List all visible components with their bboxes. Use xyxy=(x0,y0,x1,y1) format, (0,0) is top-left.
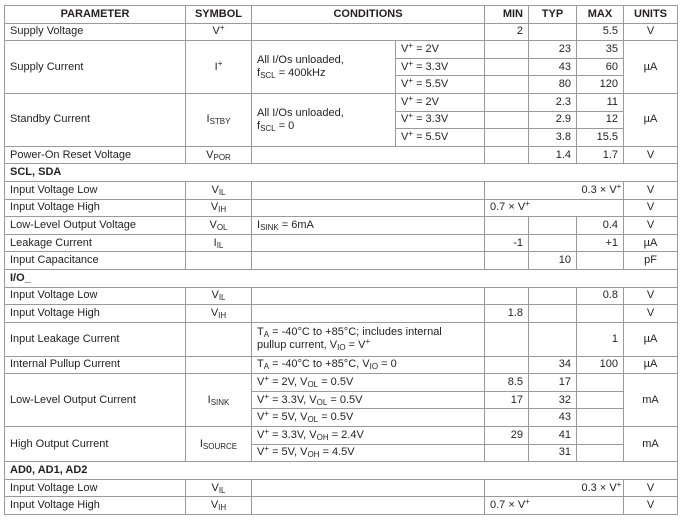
table-row: Low-Level Output Voltage $V_{OL}$ $I_{SINK} = 6mA$ 0.4 V xyxy=(5,217,678,235)
max-cell: 5.5 xyxy=(577,23,624,41)
unit-cell: µA xyxy=(624,41,678,94)
header-parameter: PARAMETER xyxy=(5,6,186,24)
table-row: Standby Current $I_{STBY}$ All I/Os unloaded, $f_{SCL} = 0$ V+ = 2V 2.3 11 µA xyxy=(5,93,678,111)
condition-cell: $T_A = -40^\circ C$ to +85°C; includes internal pullup current, $V_{IO} = V^+$ xyxy=(252,322,485,356)
table-row: V+ = 5V, $V_{OH} = 4.5V$ 31 xyxy=(5,444,678,462)
param-cell: Power-On Reset Voltage xyxy=(5,146,186,164)
symbol-cell: $V_{OL}$ xyxy=(186,217,252,235)
condition-cell: $I_{SINK} = 6mA$ xyxy=(252,217,485,235)
table-row: Input Voltage Low $V_{IL}$ 0.3 × V+ V xyxy=(5,479,678,497)
header-row xyxy=(5,6,678,24)
table-row: V+ = 5.5V 3.8 15.5 xyxy=(5,129,678,147)
table-row: Input Voltage High $V_{IH}$ 0.7 × V+ V xyxy=(5,199,678,217)
header-conditions: CONDITIONS xyxy=(252,6,485,24)
table-row xyxy=(5,23,678,41)
symbol-cell: $V_{IL}$ xyxy=(186,287,252,305)
section-row xyxy=(5,164,678,182)
table-row: Input Voltage Low $V_{IL}$ 0.8 V xyxy=(5,287,678,305)
voltage-condition: V+ = 2V xyxy=(396,93,485,111)
section-title: I/O_ xyxy=(5,269,678,287)
table-row: High Output Current $I_{SOURCE}$ V+ = 3.3V, $V_{OH} = 2.4V$ 29 41 mA xyxy=(5,427,678,445)
param-cell: Standby Current xyxy=(5,93,186,146)
symbol-cell: $V_{IH}$ xyxy=(186,305,252,323)
voltage-condition: V+ = 5.5V xyxy=(396,129,485,147)
header-typ: TYP xyxy=(529,6,577,24)
condition-cell: All I/Os unloaded, $f_{SCL} = 0$ xyxy=(252,93,396,146)
table-row: V+ = 3.3V 2.9 12 xyxy=(5,111,678,129)
symbol-cell: $V_{IH}$ xyxy=(186,497,252,515)
symbol-cell: $I_{SOURCE}$ xyxy=(186,427,252,462)
symbol-cell: $I_{IL}$ xyxy=(186,234,252,252)
section-title: SCL, SDA xyxy=(5,164,678,182)
param-cell: Supply Current xyxy=(5,41,186,94)
table-row: Input Leakage Current $T_A = -40^\circ C$ to +85°C; includes internal pullup current, $V_{IO} = V^+$ 1 µA xyxy=(5,322,678,356)
table-row: Input Capacitance 10 pF xyxy=(5,252,678,270)
voltage-condition: V+ = 3.3V xyxy=(396,58,485,76)
section-row xyxy=(5,269,678,287)
table-row: Input Voltage High $V_{IH}$ 0.7 × V+ V xyxy=(5,497,678,515)
min-cell: 2 xyxy=(485,23,529,41)
header-symbol: SYMBOL xyxy=(186,6,252,24)
table-row: V+ = 5V, $V_{OL} = 0.5V$ 43 xyxy=(5,409,678,427)
table-row: Low-Level Output Current $I_{SINK}$ V+ = 2V, $V_{OL} = 0.5V$ 8.5 17 mA xyxy=(5,374,678,392)
section-row xyxy=(5,462,678,480)
header-min: MIN xyxy=(485,6,529,24)
voltage-condition: V+ = 5.5V xyxy=(396,76,485,94)
section-title: AD0, AD1, AD2 xyxy=(5,462,678,480)
electrical-characteristics-table xyxy=(4,5,678,515)
table-row: Leakage Current $I_{IL}$ -1 +1 µA xyxy=(5,234,678,252)
symbol-cell: I+ xyxy=(186,41,252,94)
unit-cell: V xyxy=(624,23,678,41)
symbol-cell: $I_{SINK}$ xyxy=(186,374,252,427)
header-units: UNITS xyxy=(624,6,678,24)
condition-cell: $T_A = -40^\circ C$ to +85°C, $V_{IO} = 0$ xyxy=(252,356,485,374)
table-row: V+ = 5.5V 80 120 xyxy=(5,76,678,94)
symbol-cell: $V_{IH}$ xyxy=(186,199,252,217)
table-row: Power-On Reset Voltage $V_{POR}$ 1.4 1.7 V xyxy=(5,146,678,164)
unit-cell: µA xyxy=(624,93,678,146)
table-row: Supply Current I+ All I/Os unloaded, $f_{SCL} = 400kHz$ V+ = 2V 23 35 µA xyxy=(5,41,678,59)
table-row: Internal Pullup Current $T_A = -40^\circ C$ to +85°C, $V_{IO} = 0$ 34 100 µA xyxy=(5,356,678,374)
symbol-cell: $V_{IL}$ xyxy=(186,181,252,199)
condition-cell: All I/Os unloaded, $f_{SCL} = 400kHz$ xyxy=(252,41,396,94)
table-row: V+ = 3.3V, $V_{OL} = 0.5V$ 17 32 xyxy=(5,391,678,409)
param-cell: Supply Voltage xyxy=(5,23,186,41)
table-row: Input Voltage Low $V_{IL}$ 0.3 × V+ V xyxy=(5,181,678,199)
header-max: MAX xyxy=(577,6,624,24)
voltage-condition: V+ = 3.3V xyxy=(396,111,485,129)
symbol-cell: $V_{POR}$ xyxy=(186,146,252,164)
symbol-cell: V+ xyxy=(186,23,252,41)
voltage-condition: V+ = 2V xyxy=(396,41,485,59)
table-row: Input Voltage High $V_{IH}$ 1.8 V xyxy=(5,305,678,323)
table-row: V+ = 3.3V 43 60 xyxy=(5,58,678,76)
symbol-cell: $V_{IL}$ xyxy=(186,479,252,497)
symbol-cell: $I_{STBY}$ xyxy=(186,93,252,146)
